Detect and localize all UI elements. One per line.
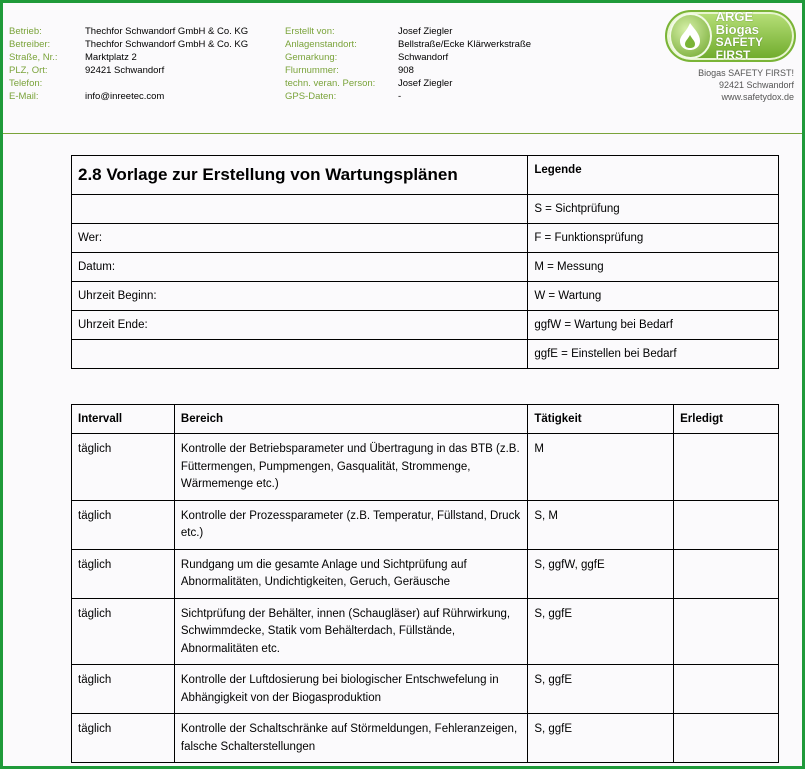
cell-bereich: Rundgang um die gesamte Anlage und Sichtprüfung auf Abnormalitäten, Undichtigkeiten, Geruch, Geräusche: [174, 549, 527, 598]
info-value: Bellstraße/Ecke Klärwerkstraße: [398, 39, 532, 50]
form-field-uhrzeit-ende[interactable]: Uhrzeit Ende:: [72, 311, 528, 340]
cell-bereich: Kontrolle der Prozessparameter (z.B. Temperatur, Füllstand, Druck etc.): [174, 500, 527, 549]
document-page: [3, 3, 802, 766]
info-label: GPS-Daten:: [285, 91, 337, 102]
cell-erledigt[interactable]: [674, 598, 779, 665]
company-address: [698, 67, 794, 103]
logo-line1: ARGE Biogas: [715, 9, 759, 37]
info-row: [9, 64, 248, 77]
legend-item: ggfE = Einstellen bei Bedarf: [528, 340, 779, 369]
info-value: Josef Ziegler: [398, 26, 453, 37]
cell-intervall: täglich: [72, 549, 175, 598]
column-header-intervall: Intervall: [72, 405, 175, 434]
info-row: [9, 51, 248, 64]
legend-title: Legende: [528, 156, 779, 195]
info-row: [285, 38, 531, 51]
site-info: [285, 25, 531, 103]
cell-intervall: täglich: [72, 714, 175, 763]
website-text: www.safetydox.de: [721, 92, 794, 102]
info-row: [285, 90, 531, 103]
form-field-datum[interactable]: Datum:: [72, 253, 528, 282]
info-value: info@inreetec.com: [85, 91, 165, 102]
table-row: [72, 156, 779, 195]
cell-intervall: täglich: [72, 434, 175, 501]
form-field[interactable]: [72, 195, 528, 224]
info-label: Straße, Nr.:: [9, 52, 58, 63]
operator-info: [9, 25, 248, 103]
legend-item: S = Sichtprüfung: [528, 195, 779, 224]
table-row: [72, 195, 779, 224]
cell-taetigkeit: S, M: [528, 500, 674, 549]
table-row: [72, 665, 779, 714]
info-label: Betrieb:: [9, 26, 42, 37]
table-row: [72, 549, 779, 598]
column-header-taetigkeit: Tätigkeit: [528, 405, 674, 434]
legend-item: W = Wartung: [528, 282, 779, 311]
table-row: [72, 598, 779, 665]
cell-bereich: Kontrolle der Luftdosierung bei biologischer Entschwefelung in Abhängigkeit von der Biogasproduktion: [174, 665, 527, 714]
info-label: Anlagenstandort:: [285, 39, 357, 50]
arge-biogas-logo: [665, 10, 796, 62]
info-row: [9, 90, 248, 103]
info-value: 908: [398, 65, 414, 76]
cell-intervall: täglich: [72, 598, 175, 665]
info-label: Flurnummer:: [285, 65, 339, 76]
form-field[interactable]: [72, 340, 528, 369]
cell-taetigkeit: M: [528, 434, 674, 501]
cell-taetigkeit: S, ggfE: [528, 598, 674, 665]
cell-taetigkeit: S, ggfE: [528, 714, 674, 763]
info-value: 92421 Schwandorf: [85, 65, 165, 76]
info-label: PLZ, Ort:: [9, 65, 48, 76]
legend-item: M = Messung: [528, 253, 779, 282]
maintenance-plan-table: [71, 404, 779, 763]
info-row: [9, 77, 248, 90]
info-row: [285, 25, 531, 38]
info-row: [285, 64, 531, 77]
cell-intervall: täglich: [72, 665, 175, 714]
flame-icon: [669, 13, 712, 59]
info-label: Gemarkung:: [285, 52, 338, 63]
info-label: Betreiber:: [9, 39, 51, 50]
column-header-erledigt: Erledigt: [674, 405, 779, 434]
table-row: [72, 500, 779, 549]
table-row: [72, 340, 779, 369]
info-value: -: [398, 91, 402, 102]
info-row: [285, 77, 531, 90]
cell-intervall: täglich: [72, 500, 175, 549]
cell-erledigt[interactable]: [674, 714, 779, 763]
info-row: [9, 25, 248, 38]
legend-item: ggfW = Wartung bei Bedarf: [528, 311, 779, 340]
cell-erledigt[interactable]: [674, 549, 779, 598]
legend-item: F = Funktionsprüfung: [528, 224, 779, 253]
info-label: techn. veran. Person:: [285, 78, 376, 89]
table-row: [72, 224, 779, 253]
address-line: 92421 Schwandorf: [718, 80, 794, 90]
form-field-uhrzeit-beginn[interactable]: Uhrzeit Beginn:: [72, 282, 528, 311]
logo-line2: SAFETY FIRST: [715, 35, 763, 62]
info-row: [9, 38, 248, 51]
cell-bereich: Sichtprüfung der Behälter, innen (Schaugläser) auf Rührwirkung, Schwimmdecke, Statik vom Behälterdach, Füllstände, Abnormalitäten etc.: [174, 598, 527, 665]
page-title: 2.8 Vorlage zur Erstellung von Wartungsplänen: [72, 156, 528, 195]
column-header-bereich: Bereich: [174, 405, 527, 434]
info-label: Telefon:: [9, 78, 43, 89]
cell-taetigkeit: S, ggfW, ggfE: [528, 549, 674, 598]
table-row: [72, 311, 779, 340]
info-value: Schwandorf: [398, 52, 449, 63]
info-label: E-Mail:: [9, 91, 39, 102]
table-row: [72, 714, 779, 763]
info-value: Josef Ziegler: [398, 78, 453, 89]
cell-erledigt[interactable]: [674, 500, 779, 549]
cell-bereich: Kontrolle der Schaltschränke auf Störmeldungen, Fehleranzeigen, falsche Schalterstellungen: [174, 714, 527, 763]
info-label: Erstellt von:: [285, 26, 335, 37]
cell-bereich: Kontrolle der Betriebsparameter und Übertragung in das BTB (z.B. Füttermengen, Pumpmengen, Gasqualität, Strommenge, Wärmemenge etc.): [174, 434, 527, 501]
info-value: Thechfor Schwandorf GmbH & Co. KG: [85, 26, 249, 37]
address-line: Biogas SAFETY FIRST!: [698, 68, 794, 78]
info-row: [285, 51, 531, 64]
cell-taetigkeit: S, ggfE: [528, 665, 674, 714]
info-value: Thechfor Schwandorf GmbH & Co. KG: [85, 39, 249, 50]
info-value: Marktplatz 2: [85, 52, 137, 63]
cell-erledigt[interactable]: [674, 434, 779, 501]
table-row: [72, 434, 779, 501]
table-row: [72, 282, 779, 311]
cell-erledigt[interactable]: [674, 665, 779, 714]
table-row: [72, 253, 779, 282]
form-header-table: [71, 155, 779, 369]
header-divider: [3, 133, 802, 134]
form-field-wer[interactable]: Wer:: [72, 224, 528, 253]
table-header-row: [72, 405, 779, 434]
